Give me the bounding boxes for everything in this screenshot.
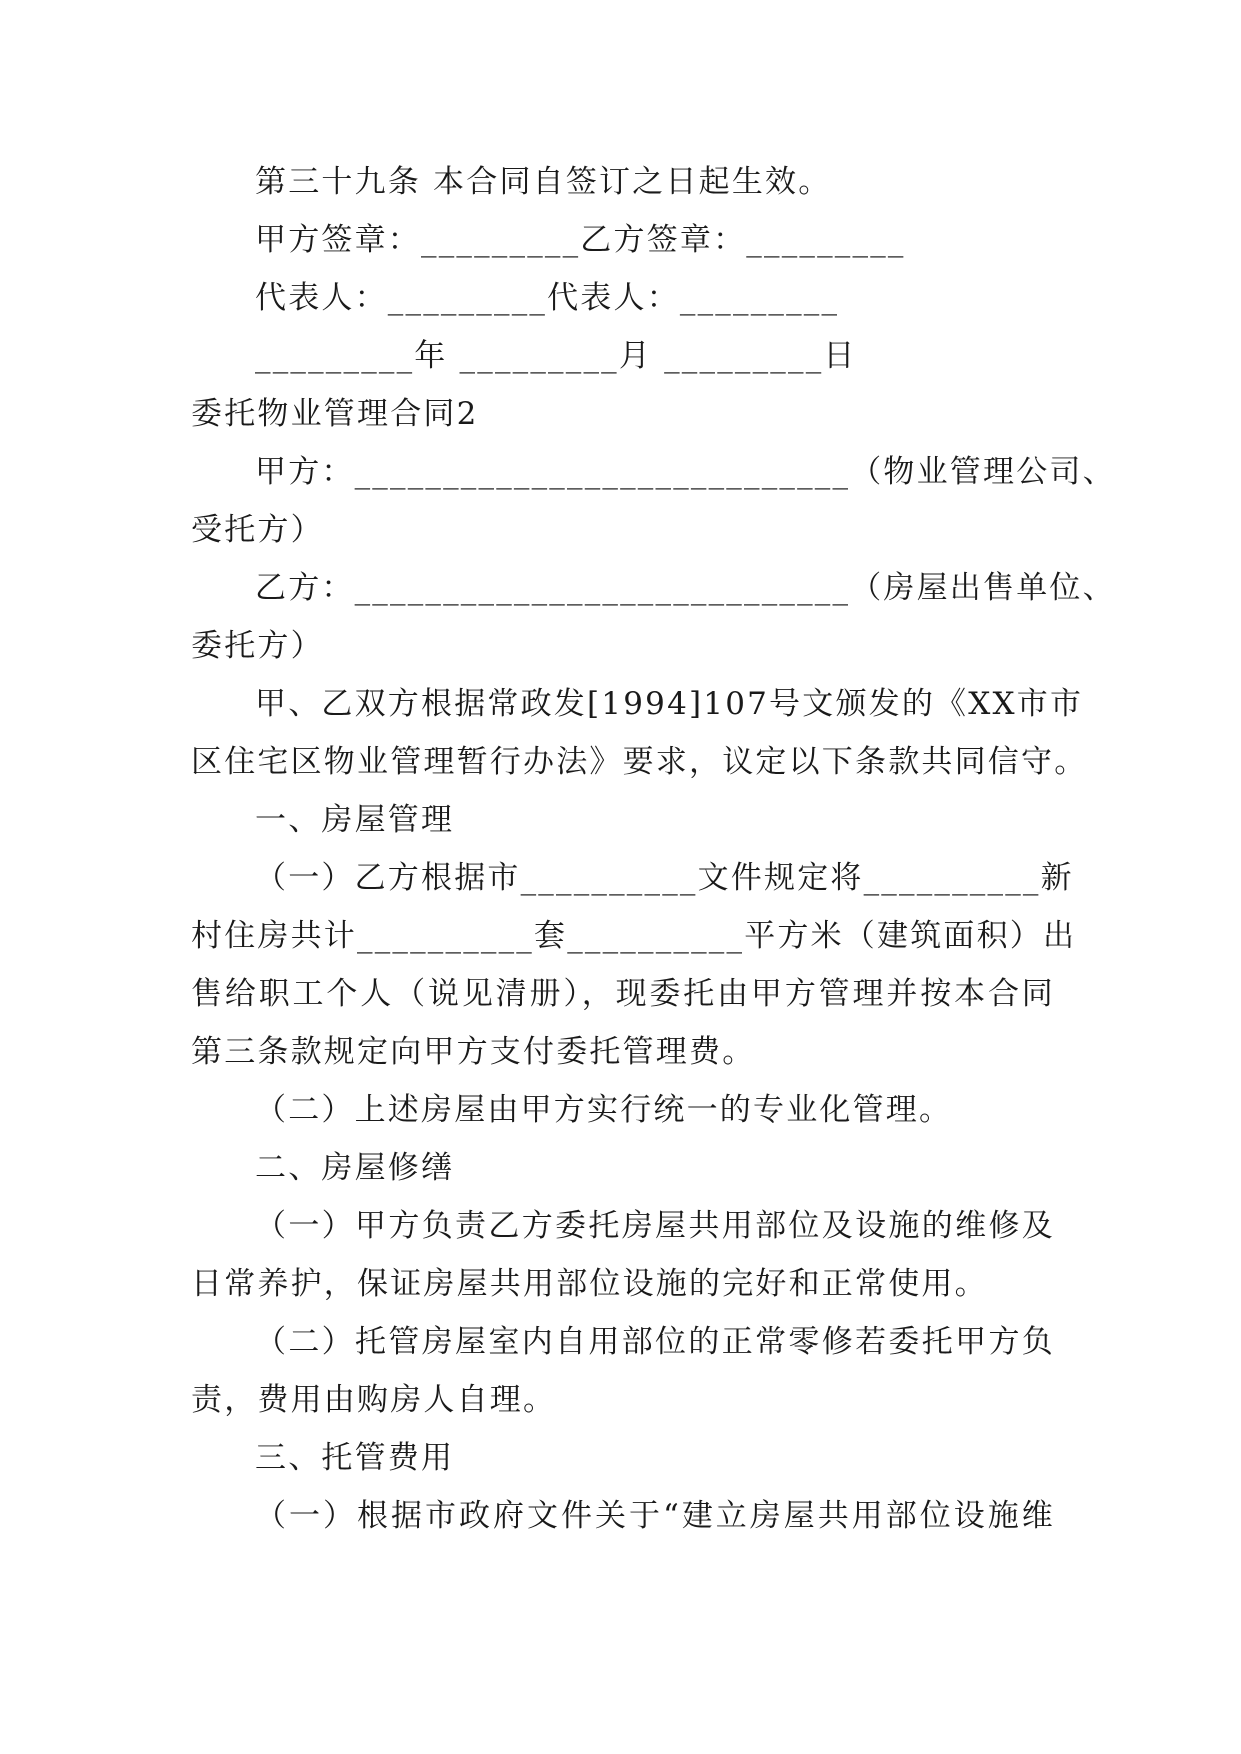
clause-1-1-line-3: 售给职工个人（说见清册），现委托由甲方管理并按本合同 [191, 976, 1055, 1012]
party-a-line: 甲方：____________________________（物业管理公司、 [255, 454, 1116, 490]
article-39-effective: 第三十九条 本合同自签订之日起生效。 [255, 164, 832, 200]
contract-title: 委托物业管理合同2 [191, 396, 479, 432]
party-b-line: 乙方：____________________________（房屋出售单位、 [255, 570, 1116, 606]
preamble-line-2: 区住宅区物业管理暂行办法》要求，议定以下条款共同信守。 [191, 744, 1088, 780]
party-a-role: 受托方） [191, 512, 324, 548]
clause-1-1-line-1: （一）乙方根据市__________文件规定将__________新 [255, 860, 1074, 896]
section-3-heading: 三、托管费用 [255, 1440, 455, 1476]
date-line: _________年 _________月 _________日 [255, 338, 857, 374]
representative-line: 代表人：_________代表人：_________ [255, 280, 840, 316]
section-1-heading: 一、房屋管理 [255, 802, 455, 838]
preamble-line-1: 甲、乙双方根据常政发[1994]107号文颁发的《XX市市 [255, 686, 1084, 722]
clause-3-1-line-1: （一）根据市政府文件关于“建立房屋共用部位设施维 [255, 1498, 1055, 1534]
clause-2-1-line-2: 日常养护，保证房屋共用部位设施的完好和正常使用。 [191, 1266, 988, 1302]
section-2-heading: 二、房屋修缮 [255, 1150, 455, 1186]
clause-1-1-line-4: 第三条款规定向甲方支付委托管理费。 [191, 1034, 756, 1070]
clause-2-2-line-2: 责，费用由购房人自理。 [191, 1382, 557, 1418]
clause-1-1-line-2: 村住房共计__________套__________平方米（建筑面积）出 [191, 918, 1077, 954]
clause-2-2-line-1: （二）托管房屋室内自用部位的正常零修若委托甲方负 [255, 1324, 1055, 1360]
signature-stamp-line: 甲方签章：_________乙方签章：_________ [255, 222, 906, 258]
clause-1-2: （二）上述房屋由甲方实行统一的专业化管理。 [255, 1092, 953, 1128]
party-b-role: 委托方） [191, 628, 324, 664]
clause-2-1-line-1: （一）甲方负责乙方委托房屋共用部位及设施的维修及 [255, 1208, 1055, 1244]
document-body [191, 153, 1116, 1545]
